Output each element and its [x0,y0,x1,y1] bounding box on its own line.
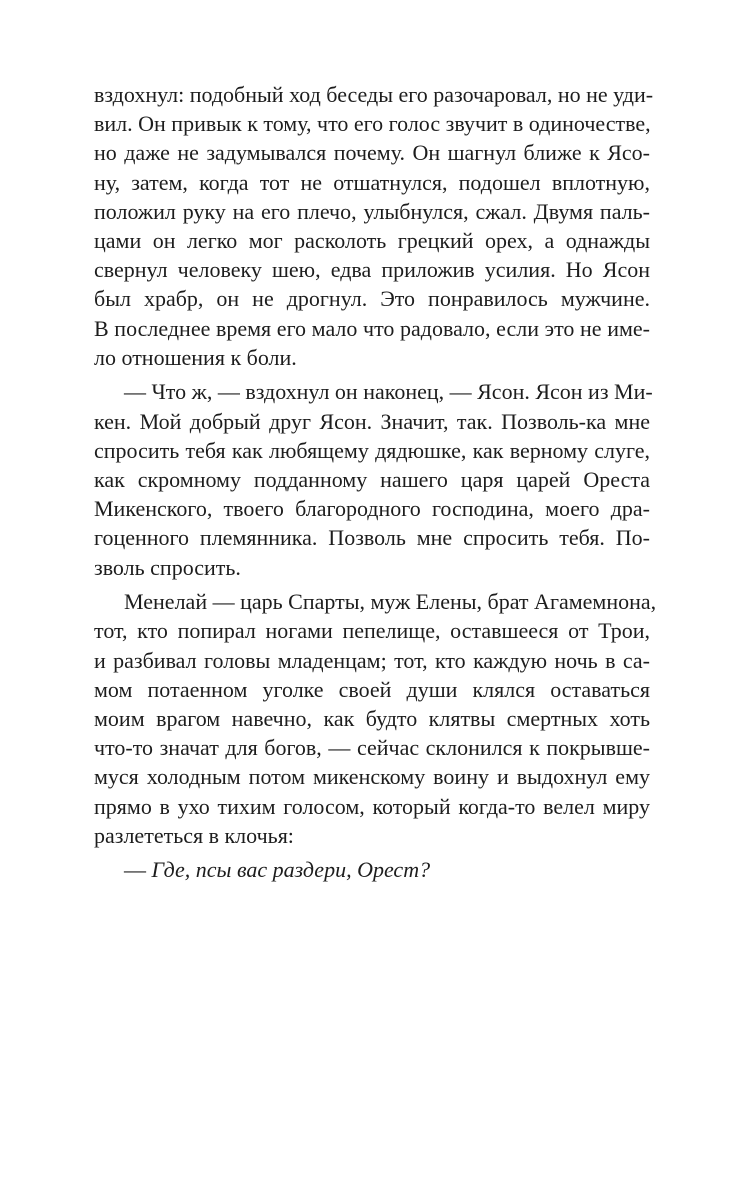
text-line: свернул человеку шею, едва приложив усилия. Но Ясон [94,257,650,283]
text-line: зволь спросить. [94,554,241,580]
text-line: моим врагом навечно, как будто клятвы смертных хоть [94,705,650,731]
text-line: цами он легко мог расколоть грецкий орех, а однажды [94,227,650,253]
italic-dialogue: Где, псы вас раздери, Орест? [151,857,431,883]
text-line: ну, затем, когда тот не отшатнулся, подошел вплотную, [94,169,650,195]
text-line: ло отношения к боли. [94,344,297,370]
text-line: гоценного племянника. Позволь мне спросить тебя. По- [94,525,650,551]
em-dash: — [124,857,146,883]
text-line: вил. Он привык к тому, что его голос звучит в одиночестве, [94,111,651,137]
text-line: — Что ж, — вздохнул он наконец, — Ясон. Ясон из Ми- [124,379,653,405]
text-line: что-то значат для богов, — сейчас склонился к покрывше- [94,735,650,761]
text-line: кен. Мой добрый друг Ясон. Значит, так. Позволь-ка мне [94,408,650,434]
text-line: тот, кто попирал ногами пепелище, оставшееся от Трои, [94,618,650,644]
paragraph-1 [94,80,654,372]
text-line: Микенского, твоего благородного господина, моего дра- [94,496,650,522]
text-line: прямо в ухо тихим голосом, который когда-то велел миру [94,793,650,819]
text-line: был храбр, он не дрогнул. Это понравилось мужчине. [94,286,650,312]
text-line: Менелай — царь Спарты, муж Елены, брат Агамемнона, [124,589,657,615]
text-line: и разбивал головы младенцам; тот, кто каждую ночь в са- [94,647,650,673]
text-line: положил руку на его плечо, улыбнулся, сжал. Двумя паль- [94,198,650,224]
text-line: мом потаенном уголке своей души клялся оставаться [94,676,650,702]
paragraph-3 [94,587,657,850]
text-line: муся холодным потом микенскому воину и выдохнул ему [94,764,650,790]
dialogue-line [94,855,650,884]
paragraph-2 [94,377,653,581]
text-line: вздохнул: подобный ход беседы его разочаровал, но не уди- [94,82,654,107]
text-line: но даже не задумывался почему. Он шагнул ближе к Ясо- [94,140,650,166]
paragraph-4 [94,855,650,884]
text-line: спросить тебя как любящему дядюшке, как верному слуге, [94,437,650,463]
book-page [94,80,657,885]
text-line: как скромному подданному нашего царя царей Ореста [94,466,650,492]
text-line: разлететься в клочья: [94,822,294,848]
text-line: В последнее время его мало что радовало, если это не име- [94,315,650,341]
